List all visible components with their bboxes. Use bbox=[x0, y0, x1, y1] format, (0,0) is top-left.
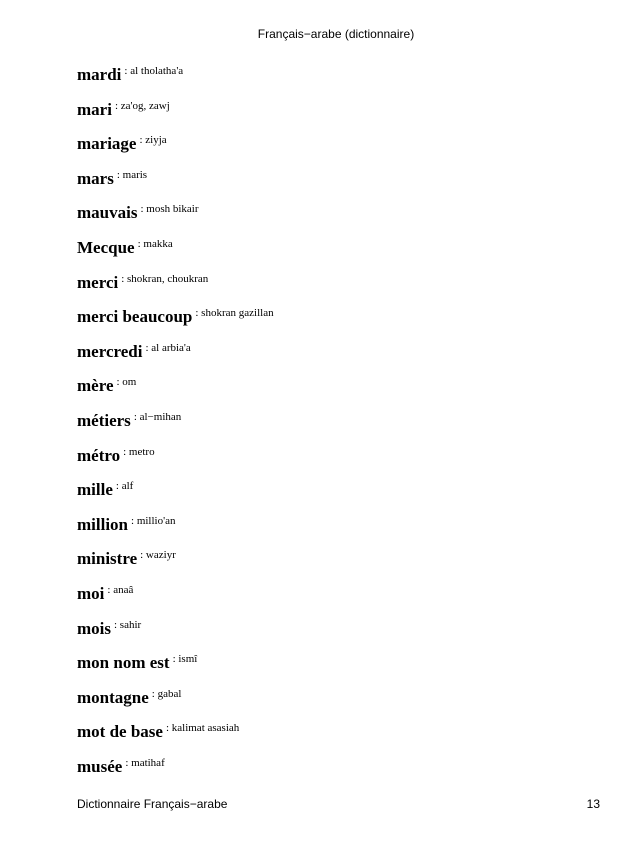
page-number: 13 bbox=[586, 797, 600, 811]
entry-term: mariage bbox=[77, 134, 137, 154]
entry-term: moi bbox=[77, 583, 105, 603]
entry-definition: : om bbox=[116, 376, 137, 389]
entry-definition: : metro bbox=[123, 445, 155, 458]
dictionary-entry bbox=[77, 199, 274, 234]
entry-definition: : al tholatha'a bbox=[124, 65, 184, 77]
dictionary-entry bbox=[77, 269, 274, 304]
dictionary-entry bbox=[77, 234, 274, 269]
dictionary-entry bbox=[77, 545, 274, 580]
dictionary-entry bbox=[77, 372, 274, 407]
entry-term: mon nom est bbox=[77, 653, 170, 673]
entry-term: ministre bbox=[77, 549, 138, 569]
entry-term: merci bbox=[77, 272, 119, 292]
entry-definition: : sahir bbox=[114, 618, 142, 631]
dictionary-entry bbox=[77, 684, 274, 719]
entry-term: musée bbox=[77, 756, 123, 776]
dictionary-entry bbox=[77, 303, 274, 338]
entry-definition: : makka bbox=[137, 237, 173, 250]
entry-term: métro bbox=[77, 445, 121, 465]
entry-term: mars bbox=[77, 168, 114, 188]
entry-term: million bbox=[77, 514, 129, 534]
entry-term: mois bbox=[77, 618, 111, 638]
entry-definition: : al−mihan bbox=[133, 410, 182, 423]
entry-definition: : gabal bbox=[151, 687, 182, 700]
entry-definition: : waziyr bbox=[140, 549, 176, 562]
dictionary-entry bbox=[77, 130, 274, 165]
dictionary-entry bbox=[77, 615, 274, 650]
entry-definition: : matihaf bbox=[125, 756, 165, 769]
dictionary-entry bbox=[77, 96, 274, 131]
entry-definition: : shokran gazillan bbox=[195, 307, 274, 320]
entry-term: métiers bbox=[77, 410, 131, 430]
entry-term: mère bbox=[77, 376, 114, 396]
dictionary-entry bbox=[77, 649, 274, 684]
entry-definition: : ziyja bbox=[139, 134, 167, 147]
entry-definition: : alf bbox=[115, 480, 134, 493]
entry-definition: : maris bbox=[116, 168, 148, 181]
dictionary-entry bbox=[77, 442, 274, 477]
entry-term: mari bbox=[77, 99, 112, 119]
entry-term: montagne bbox=[77, 687, 149, 707]
dictionary-entry bbox=[77, 165, 274, 200]
entry-definition: : za'og, zawj bbox=[114, 99, 170, 112]
page-header: Français−arabe (dictionnaire) bbox=[257, 27, 415, 41]
dictionary-entry bbox=[77, 511, 274, 546]
entry-definition: : ismî bbox=[172, 653, 198, 666]
entry-term: mille bbox=[77, 480, 113, 500]
entry-term: Mecque bbox=[77, 237, 135, 257]
dictionary-entry bbox=[77, 61, 274, 96]
dictionary-entry bbox=[77, 338, 274, 373]
dictionary-entry bbox=[77, 753, 274, 788]
entry-definition: : kalimat asasiah bbox=[165, 722, 240, 735]
footer-title: Dictionnaire Français−arabe bbox=[77, 797, 228, 811]
dictionary-entry bbox=[77, 580, 274, 615]
entry-definition: : millio'an bbox=[131, 514, 176, 527]
page-footer bbox=[77, 797, 600, 811]
entry-definition: : shokran, choukran bbox=[121, 272, 209, 285]
dictionary-entry bbox=[77, 718, 274, 753]
entry-term: mot de base bbox=[77, 722, 163, 742]
dictionary-entry bbox=[77, 407, 274, 442]
entry-term: merci beaucoup bbox=[77, 307, 193, 327]
entry-term: mercredi bbox=[77, 341, 143, 361]
entry-definition: : al arbia'a bbox=[145, 341, 191, 354]
dictionary-entry-list bbox=[77, 61, 274, 787]
dictionary-entry bbox=[77, 476, 274, 511]
entry-definition: : anaâ bbox=[107, 583, 134, 596]
entry-term: mardi bbox=[77, 65, 122, 84]
entry-term: mauvais bbox=[77, 203, 138, 223]
entry-definition: : mosh bikair bbox=[140, 203, 199, 216]
